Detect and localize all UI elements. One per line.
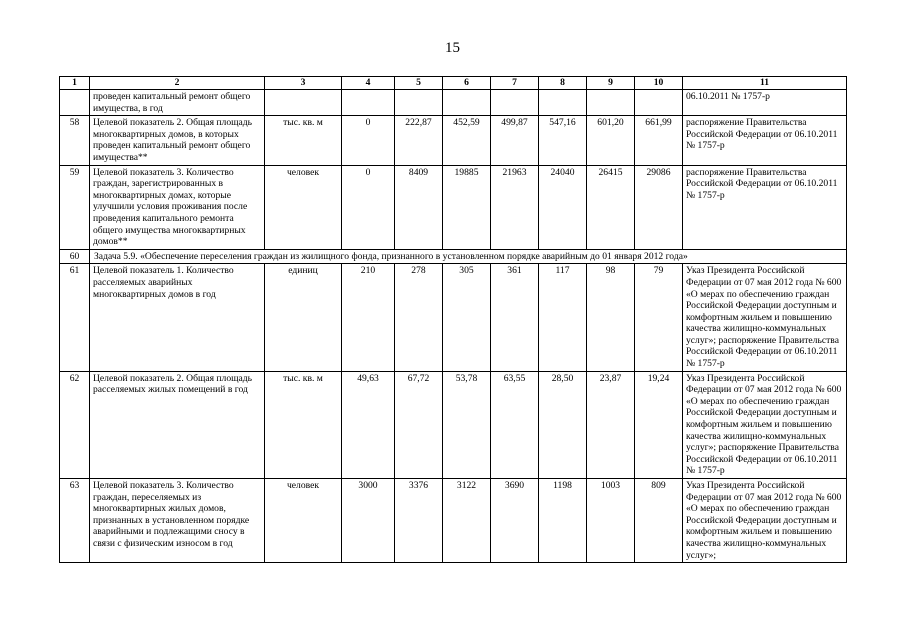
value-cell: 601,20 [587,116,635,165]
table-row [60,479,847,563]
value-cell: 19,24 [635,371,683,478]
table-row [60,90,847,116]
value-cell: 0 [342,165,395,249]
row-number: 62 [60,371,90,478]
table-row [60,371,847,478]
unit-cell: человек [265,479,342,563]
header-cell: 10 [635,77,683,90]
unit-cell: тыс. кв. м [265,371,342,478]
value-cell: 3690 [491,479,539,563]
value-cell [443,90,491,116]
basis-cell: распоряжение Правительства Российской Федерации от 06.10.2011 № 1757-р [683,116,847,165]
value-cell: 222,87 [395,116,443,165]
unit-cell [265,90,342,116]
header-cell: 8 [539,77,587,90]
value-cell: 809 [635,479,683,563]
indicator-name: Целевой показатель 2. Общая площадь расселяемых жилых помещений в год [90,371,265,478]
basis-cell: Указ Президента Российской Федерации от 07 мая 2012 года № 600 «О мерах по обеспечению граждан Российской Федерации доступным и комфортным жильем и повышению качества жилищно-коммунальных услуг»; распоряжение Правительства Российской Федерации от 06.10.2011 № 1757-р [683,371,847,478]
value-cell: 1198 [539,479,587,563]
row-number: 60 [60,249,90,264]
header-cell: 5 [395,77,443,90]
header-cell: 3 [265,77,342,90]
value-cell: 53,78 [443,371,491,478]
indicator-name: Целевой показатель 1. Количество расселяемых аварийных многоквартирных домов в год [90,264,265,371]
indicator-name: Целевой показатель 3. Количество граждан, зарегистрированных в многоквартирных домах, которые улучшили условия проживания после проведения капитального ремонта общего имущества многоквартирных домов** [90,165,265,249]
value-cell: 661,99 [635,116,683,165]
value-cell: 23,87 [587,371,635,478]
row-number: 63 [60,479,90,563]
table-row [60,264,847,371]
value-cell [491,90,539,116]
value-cell: 49,63 [342,371,395,478]
header-cell: 11 [683,77,847,90]
indicators-table [59,76,847,563]
indicator-name: Целевой показатель 3. Количество граждан, переселяемых из многоквартирных жилых домов, признанных в установленном порядке аварийными и подлежащими сносу в связи с физическим износом в год [90,479,265,563]
value-cell: 98 [587,264,635,371]
row-number: 59 [60,165,90,249]
task-row [60,249,847,264]
value-cell: 210 [342,264,395,371]
value-cell: 0 [342,116,395,165]
value-cell: 21963 [491,165,539,249]
header-cell: 4 [342,77,395,90]
value-cell: 278 [395,264,443,371]
value-cell: 29086 [635,165,683,249]
value-cell: 305 [443,264,491,371]
row-number [60,90,90,116]
value-cell [539,90,587,116]
basis-cell: Указ Президента Российской Федерации от 07 мая 2012 года № 600 «О мерах по обеспечению граждан Российской Федерации доступным и комфортным жильем и повышению качества жилищно-коммунальных услуг»; распоряжение Правительства Российской Федерации от 06.10.2011 № 1757-р [683,264,847,371]
value-cell: 67,72 [395,371,443,478]
value-cell: 3122 [443,479,491,563]
value-cell [635,90,683,116]
task-title: Задача 5.9. «Обеспечение переселения граждан из жилищного фонда, признанного в установленном порядке аварийным до 01 января 2012 года» [90,249,847,264]
value-cell: 8409 [395,165,443,249]
value-cell: 499,87 [491,116,539,165]
row-number: 58 [60,116,90,165]
value-cell: 361 [491,264,539,371]
indicator-name: Целевой показатель 2. Общая площадь многоквартирных домов, в которых проведен капитальный ремонт общего имущества** [90,116,265,165]
value-cell: 1003 [587,479,635,563]
value-cell: 3000 [342,479,395,563]
value-cell: 79 [635,264,683,371]
indicator-name: проведен капитальный ремонт общего имущества, в год [90,90,265,116]
value-cell: 24040 [539,165,587,249]
header-cell: 6 [443,77,491,90]
value-cell: 26415 [587,165,635,249]
table-row [60,116,847,165]
row-number: 61 [60,264,90,371]
basis-cell: 06.10.2011 № 1757-р [683,90,847,116]
value-cell: 452,59 [443,116,491,165]
value-cell: 547,16 [539,116,587,165]
header-cell: 1 [60,77,90,90]
value-cell: 28,50 [539,371,587,478]
value-cell [342,90,395,116]
value-cell [395,90,443,116]
value-cell: 19885 [443,165,491,249]
table-row [60,165,847,249]
header-row [60,77,847,90]
unit-cell: человек [265,165,342,249]
page-number: 15 [445,40,460,56]
basis-cell: Указ Президента Российской Федерации от 07 мая 2012 года № 600 «О мерах по обеспечению граждан Российской Федерации доступным и комфортным жильем и повышению качества жилищно-коммунальных услуг»; [683,479,847,563]
header-cell: 7 [491,77,539,90]
header-cell: 2 [90,77,265,90]
value-cell: 117 [539,264,587,371]
basis-cell: распоряжение Правительства Российской Федерации от 06.10.2011 № 1757-р [683,165,847,249]
header-cell: 9 [587,77,635,90]
unit-cell: единиц [265,264,342,371]
value-cell: 3376 [395,479,443,563]
value-cell: 63,55 [491,371,539,478]
unit-cell: тыс. кв. м [265,116,342,165]
value-cell [587,90,635,116]
